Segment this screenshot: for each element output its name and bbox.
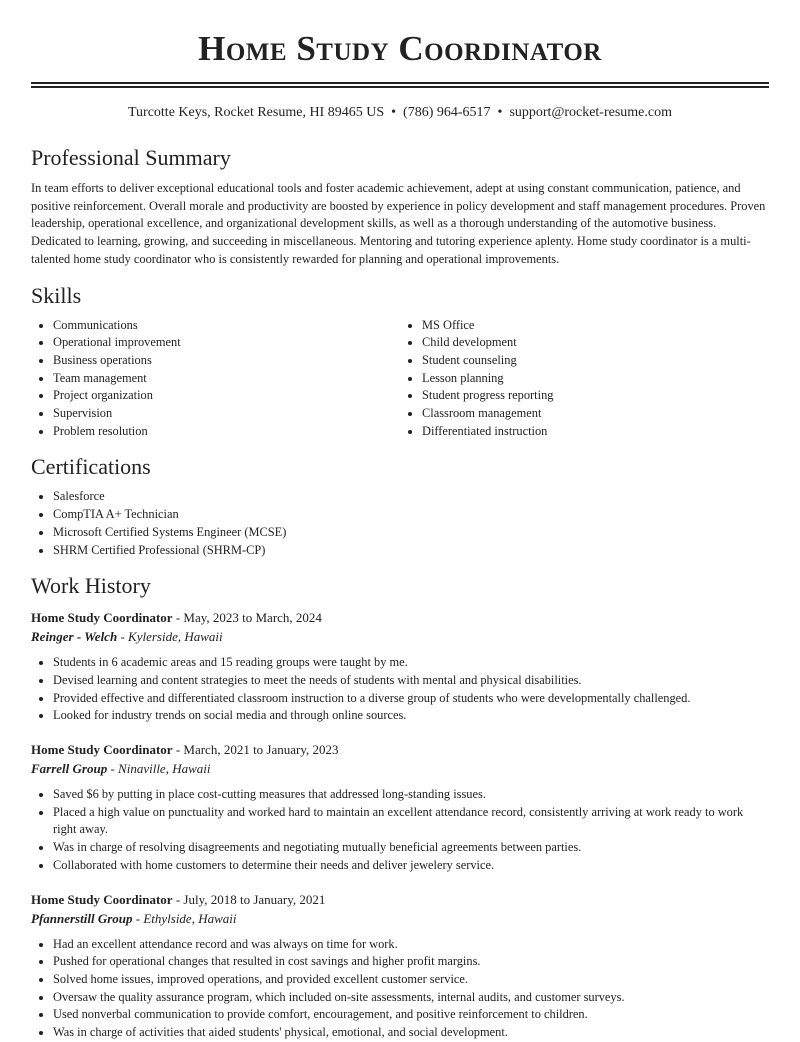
job-bullet: • Students in 6 academic areas and 15 reading groups were taught by me. (53, 654, 769, 672)
contact-email: support@rocket-resume.com (509, 105, 673, 120)
job-bullet: • Collaborated with home customers to determine their needs and deliver jewelery service. (53, 857, 769, 875)
certifications-section (31, 454, 769, 559)
job-title: Home Study Coordinator (31, 610, 173, 626)
contact-address: Turcotte Keys, Rocket Resume, HI 89465 US (127, 105, 385, 120)
job-bullets (31, 786, 769, 875)
job-company: Pfannerstill Group (31, 910, 133, 926)
job-dates: - May, 2023 to March, 2024 (172, 610, 322, 626)
job-title-line (31, 741, 769, 759)
job-company: Reinger - Welch (31, 629, 118, 645)
skills-list-right (400, 317, 769, 441)
skill-item: • Classroom management (422, 405, 769, 423)
job-title-line (31, 609, 769, 627)
job-bullet: • Used nonverbal communication to provide comfort, encouragement, and positive reinforcement to children. (53, 1006, 769, 1024)
job-bullet: • Saved $6 by putting in place cost-cutting measures that addressed long-standing issues. (53, 786, 769, 804)
job-location: - Kylerside, Hawaii (117, 629, 223, 645)
job-bullet: • Solved home issues, improved operations, and provided excellent customer service. (53, 971, 769, 989)
job-company-line (31, 627, 769, 646)
skills-list-left (31, 317, 400, 441)
skills-section (31, 283, 769, 441)
contact-line (31, 104, 769, 122)
job-entry (31, 891, 769, 1042)
skills-heading: Skills (31, 282, 82, 308)
job-location: - Ethylside, Hawaii (132, 910, 237, 926)
job-bullets (31, 936, 769, 1042)
skill-item: • Student progress reporting (422, 387, 769, 405)
resume-name: Home Study Coordinator (198, 29, 602, 68)
skill-item: • Communications (53, 317, 400, 335)
skill-item: • Student counseling (422, 352, 769, 370)
skill-item: • Differentiated instruction (422, 423, 769, 441)
job-company: Farrell Group (31, 761, 108, 777)
job-location: - Ninaville, Hawaii (107, 761, 211, 777)
skill-item: • Operational improvement (53, 334, 400, 352)
certification-item: • Salesforce (53, 488, 769, 506)
job-bullet: • Looked for industry trends on social media and through online sources. (53, 707, 769, 725)
certifications-heading: Certifications (31, 454, 151, 480)
summary-heading: Professional Summary (31, 145, 231, 170)
summary-text: In team efforts to deliver exceptional educational tools and foster academic achievement, adept at using constant communication, patience, and positive reinforcement. Overall morale and productivity are boosted by experience in policy development and staff management procedures. Proven leadership, operational excellence, and organizational development skills, as well as a thorough understanding of the automotive business. Dedicated to learning, growing, and succeeding in miscellaneous. Mentoring and tutoring experience aplenty. Home study coordinator is a multi-talented home study coordinator who is consistently rewarded for planning and operational improvements. (31, 181, 766, 266)
contact-separator: • (497, 105, 503, 120)
job-entry (31, 741, 769, 875)
job-bullet: • Provided effective and differentiated classroom instruction to a diverse group of students who were developmentally challenged. (53, 690, 769, 708)
skill-item: • Child development (422, 334, 769, 352)
job-bullet: • Pushed for operational changes that resulted in cost savings and higher profit margins. (53, 953, 769, 971)
skill-item: • Lesson planning (422, 370, 769, 388)
job-dates: - July, 2018 to January, 2021 (172, 891, 326, 907)
job-bullet: • Placed a high value on punctuality and worked hard to maintain an excellent attendance record, consistently arriving at work ready to work right away. (53, 804, 769, 839)
skill-item: • Team management (53, 370, 400, 388)
job-bullet: • Oversaw the quality assurance program, which included on-site assessments, internal audits, and customer surveys. (53, 989, 769, 1007)
job-bullet: • Was in charge of resolving disagreements and negotiating mutually beneficial agreements between parties. (53, 839, 769, 857)
job-title-line (31, 891, 769, 909)
contact-separator: • (391, 105, 397, 120)
job-dates: - March, 2021 to January, 2023 (172, 742, 339, 758)
skill-item: • Supervision (53, 405, 400, 423)
certification-item: • CompTIA A+ Technician (53, 506, 769, 524)
certifications-list (31, 488, 769, 559)
job-title: Home Study Coordinator (31, 742, 173, 758)
header-divider (31, 82, 769, 88)
work-history-section (31, 573, 769, 1042)
job-title: Home Study Coordinator (31, 891, 173, 907)
work-history-heading: Work History (31, 573, 151, 599)
job-company-line (31, 909, 769, 928)
contact-phone: (786) 964-6517 (403, 105, 491, 120)
certification-item: • SHRM Certified Professional (SHRM-CP) (53, 542, 769, 560)
job-bullet: • Was in charge of activities that aided students' physical, emotional, and social development. (53, 1024, 769, 1042)
job-company-line (31, 759, 769, 778)
skill-item: • MS Office (422, 317, 769, 335)
skill-item: • Business operations (53, 352, 400, 370)
job-bullets (31, 654, 769, 725)
skill-item: • Problem resolution (53, 423, 400, 441)
job-bullet: • Had an excellent attendance record and was always on time for work. (53, 936, 769, 954)
certification-item: • Microsoft Certified Systems Engineer (MCSE) (53, 524, 769, 542)
skills-columns (31, 317, 769, 441)
job-bullet: • Devised learning and content strategies to meet the needs of students with mental and physical disabilities. (53, 672, 769, 690)
skill-item: • Project organization (53, 387, 400, 405)
summary-section (31, 145, 769, 269)
job-entry (31, 609, 769, 725)
